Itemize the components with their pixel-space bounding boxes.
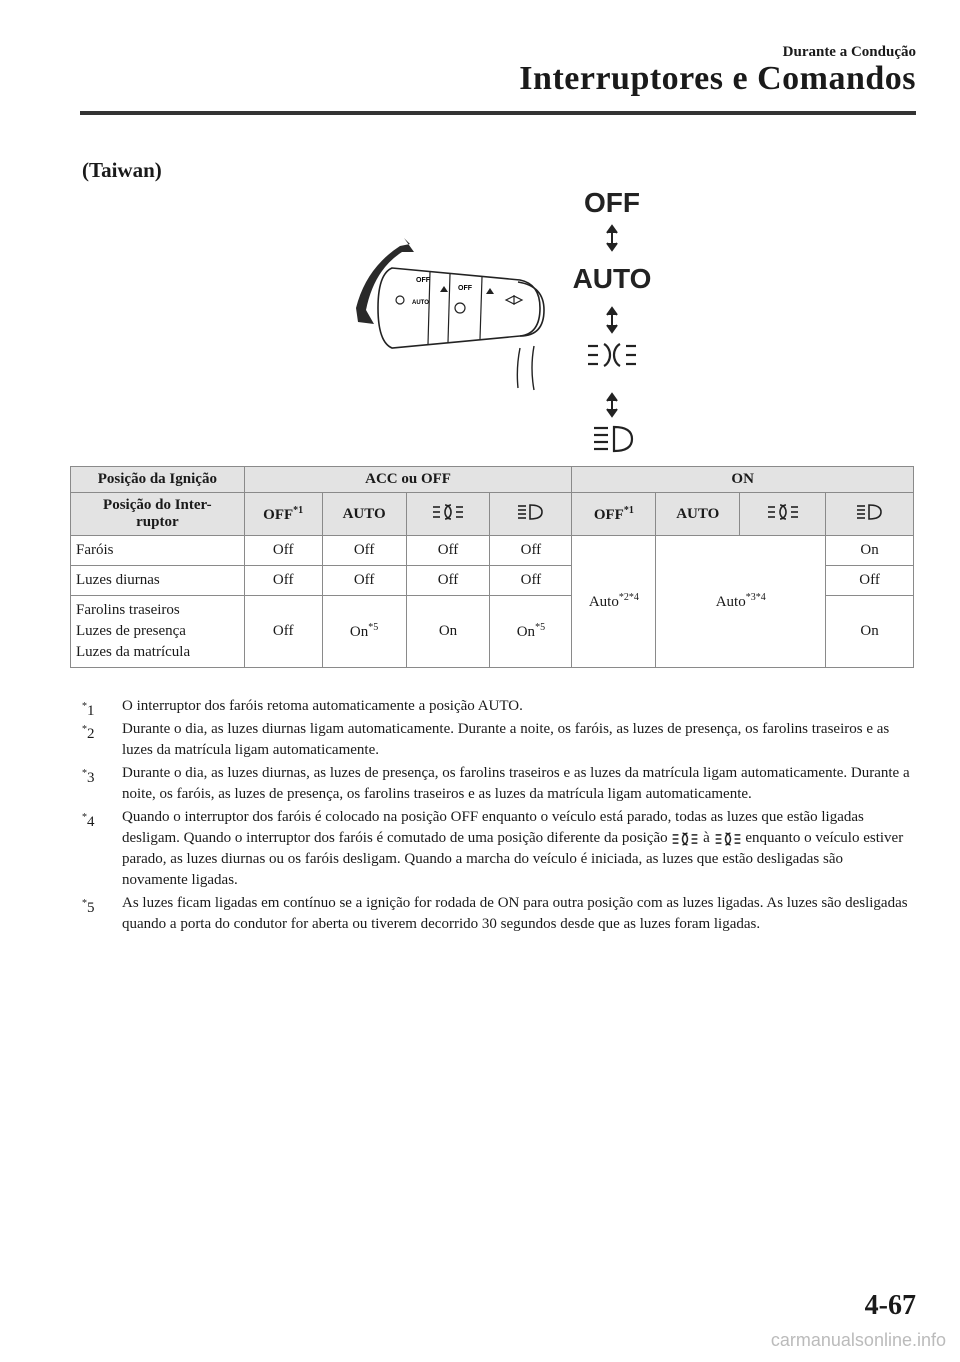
auto-cell-on-off: Auto$^{*2*4}$: [572, 536, 656, 668]
acc-off-header: ACC ou OFF: [244, 467, 572, 493]
table-cell: Off: [322, 536, 406, 566]
table-cell: On$^{*5}$: [490, 596, 572, 668]
table-cell: On: [406, 596, 490, 668]
table-cell: Off: [490, 566, 572, 596]
table-row: [71, 536, 914, 566]
col-on-headlight: [826, 493, 914, 536]
table-cell: Off: [406, 536, 490, 566]
page-title: Interruptores e Comandos: [519, 60, 916, 97]
row-label: Luzes diurnas: [71, 566, 245, 596]
table-cell: On$^{*5}$: [322, 596, 406, 668]
arrow-updown-icon: [607, 226, 617, 250]
lever-text-off: OFF: [416, 277, 430, 284]
switch-header: Posição do Inter- ruptor: [71, 493, 245, 536]
section-header: Durante a Condução: [782, 44, 916, 60]
header-divider: [80, 111, 916, 115]
parking-lights-icon: [671, 831, 699, 847]
arrow-updown-icon: [607, 308, 617, 332]
parking-lights-icon: [714, 831, 742, 847]
col-on-auto: AUTO: [656, 493, 740, 536]
footnotes: [82, 696, 912, 937]
col-parking: [406, 493, 490, 536]
lever-drawing: [356, 238, 544, 390]
col-off: OFF$^{*1}$: [244, 493, 322, 536]
lever-text-off-2: OFF: [458, 285, 472, 292]
table-cell: Off: [490, 536, 572, 566]
parking-lights-icon: [588, 344, 636, 366]
footnote: *5 As luzes ficam ligadas em contínuo se a ignição for rodada de ON para outra posição com as luzes ligadas. As luzes são desligadas quando a porta do condutor for aberta ou tiverem decorrido 30 segundos desde que as luzes foram ligadas.: [82, 895, 908, 932]
region-label: (Taiwan): [82, 158, 162, 182]
row-label: Faróis: [71, 536, 245, 566]
table-cell: Off: [244, 536, 322, 566]
footnote: *4 Quando o interruptor dos faróis é colocado na posição OFF enquanto o veículo está parado, todas as luzes que estão ligadas desligam. Quando o interruptor dos faróis é comutado de uma posição diferente da posição à enquanto o veículo estiver parado, as luzes diurnas ou os faróis desligam. Quando a marcha do veículo é iniciada, as luzes que estão desligadas são novamente ligadas.: [82, 809, 904, 888]
col-on-parking: [740, 493, 826, 536]
figure-label-off: OFF: [584, 187, 640, 218]
watermark: carmanualsonline.info: [770, 1330, 946, 1350]
col-auto: AUTO: [322, 493, 406, 536]
table-cell: Off: [244, 566, 322, 596]
headlight-icon: [855, 503, 885, 521]
on-header: ON: [572, 467, 914, 493]
headlight-switch-figure: [330, 178, 660, 460]
headlight-icon: [594, 427, 632, 451]
auto-cell-on-auto: Auto$^{*3*4}$: [656, 536, 826, 668]
footnote: *2 Durante o dia, as luzes diurnas ligam automaticamente. Durante a noite, os faróis, as luzes de presença, os farolins traseiros e as luzes da matrícula ligam automaticamente.: [82, 721, 890, 758]
table-cell: Off: [322, 566, 406, 596]
col-on-off: OFF$^{*1}$: [572, 493, 656, 536]
parking-lights-icon: [431, 503, 465, 521]
light-status-table: [70, 466, 914, 668]
parking-lights-icon: [766, 503, 800, 521]
page-number: 4-67: [864, 1290, 916, 1321]
arrow-updown-icon: [607, 394, 617, 416]
footnote: *1 O interruptor dos faróis retoma automaticamente a posição AUTO.: [82, 698, 523, 719]
lever-text-auto: AUTO: [412, 300, 429, 306]
table-cell: On: [826, 536, 914, 566]
table-cell: Off: [826, 566, 914, 596]
table-cell: On: [826, 596, 914, 668]
headlight-icon: [516, 503, 546, 521]
ignition-header: Posição da Ignição: [71, 467, 245, 493]
table-cell: Off: [406, 566, 490, 596]
footnote: *3 Durante o dia, as luzes diurnas, as luzes de presença, os farolins traseiros e as luzes da matrícula ligam automaticamente. Durante a noite, os faróis, as luzes de presença, os farolins traseiros e as luzes da matrícula ligam automaticamente.: [82, 765, 910, 802]
figure-label-auto: AUTO: [572, 263, 652, 294]
table-cell: Off: [244, 596, 322, 668]
row-label: Farolins traseiros Luzes de presença Luzes da matrícula: [71, 596, 245, 668]
col-headlight: [490, 493, 572, 536]
